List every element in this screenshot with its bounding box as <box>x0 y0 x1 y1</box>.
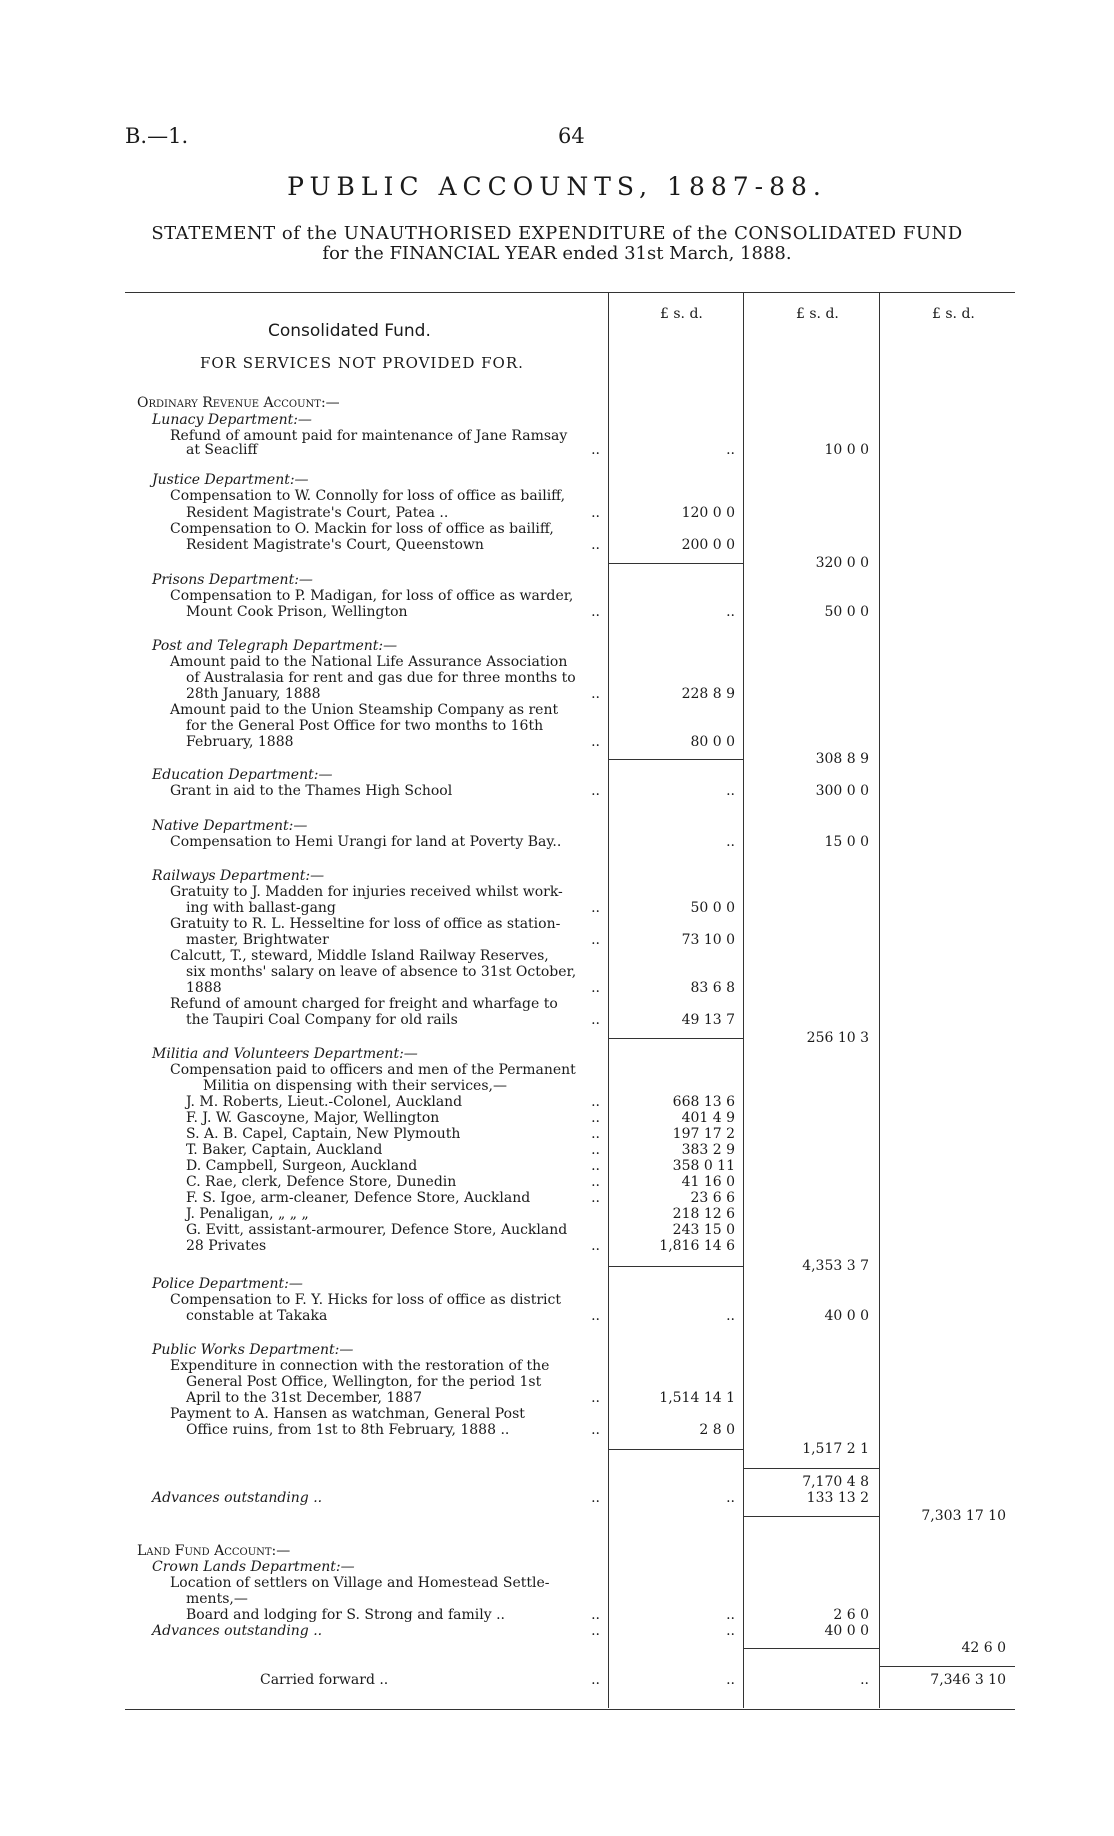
ledger-row-label: February, 1888 <box>186 734 294 750</box>
amount-c1: .. <box>726 834 735 850</box>
ledger-row <box>0 884 1114 901</box>
ledger-row <box>0 472 1114 489</box>
ledger-row-label: Gratuity to R. L. Hesseltine for loss of office as station- <box>170 916 561 932</box>
ledger-row-label: Grant in aid to the Thames High School <box>170 783 453 799</box>
ledger-row <box>0 654 1114 671</box>
ledger-row <box>0 767 1114 784</box>
amount-c1: 383 2 9 <box>681 1142 735 1158</box>
amount-c1: 228 8 9 <box>681 686 735 702</box>
ledger-row <box>0 1308 1114 1325</box>
ledger-row-label: General Post Office, Wellington, for the period 1st <box>186 1374 542 1390</box>
ledger-row <box>0 572 1114 589</box>
amount-c1: 73 10 0 <box>681 932 735 948</box>
ledger-row <box>0 1374 1114 1391</box>
leader-dots: .. <box>591 1490 600 1506</box>
ledger-row <box>0 505 1114 522</box>
ledger-row-label: Refund of amount charged for freight and wharfage to <box>170 996 558 1012</box>
amount-c1: 668 13 6 <box>672 1094 735 1110</box>
ledger-row <box>0 1640 1114 1657</box>
ledger-row-label: F. S. Igoe, arm-cleaner, Defence Store, Auckland <box>186 1190 531 1206</box>
ledger-row <box>0 1292 1114 1309</box>
amount-c2: 1,517 2 1 <box>802 1441 869 1457</box>
leader-dots: .. <box>591 1623 600 1639</box>
ledger-row-label: Lunacy Department:— <box>152 412 312 428</box>
ledger-row-label: constable at Takaka <box>186 1308 328 1324</box>
amount-c2: 40 0 0 <box>824 1308 869 1324</box>
section-title: Consolidated Fund. <box>268 321 431 341</box>
ledger-row-label: Resident Magistrate's Court, Patea .. <box>186 505 449 521</box>
amount-c2: 320 0 0 <box>815 555 869 571</box>
ledger-row-label: Carried forward .. <box>260 1672 389 1688</box>
amount-c2: 2 6 0 <box>833 1607 869 1623</box>
amount-c3: 42 6 0 <box>961 1640 1006 1656</box>
ledger-row-label: Crown Lands Department:— <box>152 1559 355 1575</box>
subtotal-rule <box>879 1666 1015 1667</box>
leader-dots: .. <box>591 980 600 996</box>
ledger-row <box>0 1222 1114 1239</box>
ledger-row-label: Ordinary Revenue Account:— <box>137 395 340 411</box>
ledger-row <box>0 1190 1114 1207</box>
leader-dots: .. <box>591 686 600 702</box>
amount-c1: 218 12 6 <box>672 1206 735 1222</box>
ledger-row <box>0 1390 1114 1407</box>
ledger-row-label: at Seacliff <box>186 442 258 458</box>
amount-c1: .. <box>726 1607 735 1623</box>
ledger-row-label: Refund of amount paid for maintenance of Jane Ramsay <box>170 428 568 444</box>
ledger-row <box>0 686 1114 703</box>
ledger-row <box>0 604 1114 621</box>
ledger-row-label: Compensation to O. Mackin for loss of office as bailiff, <box>170 521 554 537</box>
ledger-row-label: S. A. B. Capel, Captain, New Plymouth <box>186 1126 461 1142</box>
leader-dots: .. <box>591 537 600 553</box>
ledger-row <box>0 1206 1114 1223</box>
ledger-row <box>0 1623 1114 1640</box>
ledger-row <box>0 718 1114 735</box>
ledger-row <box>0 1158 1114 1175</box>
ledger-row <box>0 751 1114 768</box>
ledger-row <box>0 395 1114 412</box>
ledger-row-label: master, Brightwater <box>186 932 329 948</box>
amount-c2: 10 0 0 <box>824 442 869 458</box>
ledger-row <box>0 1441 1114 1458</box>
ledger-row <box>0 1094 1114 1111</box>
ledger-row-label: Amount paid to the National Life Assurance Association <box>170 654 568 670</box>
ledger-row <box>0 412 1114 429</box>
ledger-row <box>0 1238 1114 1255</box>
leader-dots: .. <box>591 505 600 521</box>
ledger-row-label: April to the 31st December, 1887 <box>186 1390 422 1406</box>
ledger-row <box>0 1012 1114 1029</box>
ledger-row <box>0 1474 1114 1491</box>
amount-c2: .. <box>860 1672 869 1688</box>
ledger-row <box>0 932 1114 949</box>
ledger-row-label: Railways Department:— <box>152 868 325 884</box>
ledger-row-label: Resident Magistrate's Court, Queenstown <box>186 537 484 553</box>
ledger-row-label: C. Rae, clerk, Defence Store, Dunedin <box>186 1174 457 1190</box>
amount-c1: .. <box>726 1308 735 1324</box>
statement-subtitle-line1: STATEMENT of the UNAUTHORISED EXPENDITURE of the CONSOLIDATED FUND <box>151 223 963 244</box>
amount-c1: .. <box>726 1490 735 1506</box>
ledger-row-label: D. Campbell, Surgeon, Auckland <box>186 1158 418 1174</box>
leader-dots: .. <box>591 1094 600 1110</box>
amount-c1: 80 0 0 <box>690 734 735 750</box>
leader-dots: .. <box>591 1110 600 1126</box>
ledger-row <box>0 916 1114 933</box>
amount-c1: 1,514 14 1 <box>659 1390 735 1406</box>
ledger-row <box>0 964 1114 981</box>
leader-dots: .. <box>591 1672 600 1688</box>
document-reference: B.—1. <box>125 124 189 148</box>
ledger-row <box>0 1062 1114 1079</box>
ledger-row <box>0 1508 1114 1525</box>
ledger-row-label: Public Works Department:— <box>152 1342 354 1358</box>
ledger-row-label: Native Department:— <box>152 818 308 834</box>
ledger-row <box>0 1078 1114 1095</box>
ledger-row <box>0 442 1114 459</box>
ledger-row-label: Compensation to Hemi Urangi for land at Poverty Bay.. <box>170 834 562 850</box>
amount-c1: 83 6 8 <box>690 980 735 996</box>
ledger-row-label: ments,— <box>186 1591 248 1607</box>
leader-dots: .. <box>591 900 600 916</box>
amount-c1: 401 4 9 <box>681 1110 735 1126</box>
leader-dots: .. <box>591 1607 600 1623</box>
ledger-row <box>0 1258 1114 1275</box>
ledger-row <box>0 996 1114 1013</box>
amount-c1: .. <box>726 604 735 620</box>
page-title: PUBLIC ACCOUNTS, 1887-88. <box>287 172 827 201</box>
ledger-row <box>0 1672 1114 1689</box>
leader-dots: .. <box>591 1142 600 1158</box>
ledger-row <box>0 702 1114 719</box>
leader-dots: .. <box>591 1126 600 1142</box>
ledger-row <box>0 948 1114 965</box>
amount-c2: 50 0 0 <box>824 604 869 620</box>
column-head-2: £ s. d. <box>796 306 839 322</box>
leader-dots: .. <box>591 1174 600 1190</box>
ledger-row <box>0 521 1114 538</box>
amount-c1: .. <box>726 783 735 799</box>
ledger-row-label: 1888 <box>186 980 222 996</box>
ledger-row-label: Post and Telegraph Department:— <box>152 638 398 654</box>
ledger-row <box>0 1575 1114 1592</box>
leader-dots: .. <box>591 1390 600 1406</box>
ledger-row-label: Militia on dispensing with their services,— <box>203 1078 507 1094</box>
ledger-row-label: Location of settlers on Village and Homestead Settle- <box>170 1575 550 1591</box>
amount-c1: 41 16 0 <box>681 1174 735 1190</box>
ledger-row <box>0 834 1114 851</box>
ledger-row-label: Office ruins, from 1st to 8th February, 1888 .. <box>186 1422 510 1438</box>
leader-dots: .. <box>591 1190 600 1206</box>
ledger-row <box>0 1543 1114 1560</box>
statement-subtitle-line2: for the FINANCIAL YEAR ended 31st March, 1888. <box>322 243 792 264</box>
ledger-row <box>0 638 1114 655</box>
amount-c1: 50 0 0 <box>690 900 735 916</box>
ledger-row <box>0 670 1114 687</box>
amount-c1: 200 0 0 <box>681 537 735 553</box>
ledger-row <box>0 555 1114 572</box>
ledger-row-label: Police Department:— <box>152 1276 303 1292</box>
ledger-row <box>0 1358 1114 1375</box>
ledger-row-label: J. M. Roberts, Lieut.-Colonel, Auckland <box>186 1094 463 1110</box>
ledger-row-label: Board and lodging for S. Strong and family .. <box>186 1607 505 1623</box>
amount-c1: .. <box>726 442 735 458</box>
amount-c3: 7,346 3 10 <box>930 1672 1006 1688</box>
ledger-row <box>0 488 1114 505</box>
ledger-row <box>0 1607 1114 1624</box>
ledger-row-label: for the General Post Office for two months to 16th <box>186 718 544 734</box>
ledger-row <box>0 1110 1114 1127</box>
ledger-row-label: of Australasia for rent and gas due for three months to <box>186 670 576 686</box>
leader-dots: .. <box>591 604 600 620</box>
ledger-row <box>0 1342 1114 1359</box>
ledger-row <box>0 1276 1114 1293</box>
ledger-row-label: Payment to A. Hansen as watchman, General Post <box>170 1406 525 1422</box>
amount-c1: 243 15 0 <box>672 1222 735 1238</box>
ledger-row-label: the Taupiri Coal Company for old rails <box>186 1012 458 1028</box>
leader-dots: .. <box>591 783 600 799</box>
ledger-row <box>0 1142 1114 1159</box>
ledger-row-label: Compensation to F. Y. Hicks for loss of office as district <box>170 1292 561 1308</box>
amount-c1: 23 6 6 <box>690 1190 735 1206</box>
ledger-row <box>0 1046 1114 1063</box>
leader-dots: .. <box>591 734 600 750</box>
ledger-row <box>0 1422 1114 1439</box>
ledger-row-label: Land Fund Account:— <box>137 1543 291 1559</box>
amount-c1: 1,816 14 6 <box>659 1238 735 1254</box>
ledger-row <box>0 980 1114 997</box>
ledger-row-label: Amount paid to the Union Steamship Company as rent <box>170 702 559 718</box>
ledger-row-label: 28th January, 1888 <box>186 686 321 702</box>
ledger-row <box>0 588 1114 605</box>
ledger-row-label: Expenditure in connection with the restoration of the <box>170 1358 550 1374</box>
ledger-row <box>0 900 1114 917</box>
ledger-row-label: Compensation to W. Connolly for loss of office as bailiff, <box>170 488 566 504</box>
amount-c2: 4,353 3 7 <box>802 1258 869 1274</box>
ledger-row-label: Calcutt, T., steward, Middle Island Railway Reserves, <box>170 948 549 964</box>
ledger-row-label: six months' salary on leave of absence to 31st October, <box>186 964 577 980</box>
amount-c2: 15 0 0 <box>824 834 869 850</box>
ledger-row <box>0 1126 1114 1143</box>
subtotal-rule <box>743 1468 879 1469</box>
amount-c2: 300 0 0 <box>815 783 869 799</box>
ledger-row-label: ing with ballast-gang <box>186 900 336 916</box>
ledger-row <box>0 1174 1114 1191</box>
amount-c2: 40 0 0 <box>824 1623 869 1639</box>
ledger-row-label: Justice Department:— <box>152 472 309 488</box>
ledger-row <box>0 868 1114 885</box>
amount-c2: 7,170 4 8 <box>802 1474 869 1490</box>
ledger-row-label: 28 Privates <box>186 1238 267 1254</box>
ledger-row <box>0 1030 1114 1047</box>
amount-c2: 308 8 9 <box>815 751 869 767</box>
leader-dots: .. <box>591 1422 600 1438</box>
leader-dots: .. <box>591 1158 600 1174</box>
amount-c1: 120 0 0 <box>681 505 735 521</box>
leader-dots: .. <box>591 1238 600 1254</box>
ledger-row-label: Education Department:— <box>152 767 333 783</box>
ledger-row-label: Militia and Volunteers Department:— <box>152 1046 418 1062</box>
ledger-row-label: Advances outstanding .. <box>152 1623 323 1639</box>
ledger-row <box>0 1559 1114 1576</box>
amount-c1: .. <box>726 1672 735 1688</box>
amount-c1: 2 8 0 <box>699 1422 735 1438</box>
ledger-row-label: Gratuity to J. Madden for injuries received whilst work- <box>170 884 563 900</box>
ledger-row <box>0 1406 1114 1423</box>
ledger-row-label: Compensation paid to officers and men of the Permanent <box>170 1062 576 1078</box>
ledger-row-label: G. Evitt, assistant-armourer, Defence Store, Auckland <box>186 1222 568 1238</box>
ledger-row <box>0 537 1114 554</box>
ledger-row-label: Mount Cook Prison, Wellington <box>186 604 408 620</box>
ledger-row-label: T. Baker, Captain, Auckland <box>186 1142 383 1158</box>
leader-dots: .. <box>591 1308 600 1324</box>
ledger-row-label: Compensation to P. Madigan, for loss of office as warder, <box>170 588 574 604</box>
ledger-row <box>0 734 1114 751</box>
ledger-row-label: Advances outstanding .. <box>152 1490 323 1506</box>
leader-dots: .. <box>591 932 600 948</box>
leader-dots: .. <box>591 1012 600 1028</box>
amount-c2: 256 10 3 <box>806 1030 869 1046</box>
ledger-row <box>0 783 1114 800</box>
column-head-3: £ s. d. <box>932 306 975 322</box>
ledger-row-label: Prisons Department:— <box>152 572 313 588</box>
amount-c1: 49 13 7 <box>681 1012 735 1028</box>
amount-c1: .. <box>726 1623 735 1639</box>
amount-c3: 7,303 17 10 <box>921 1508 1006 1524</box>
amount-c1: 197 17 2 <box>672 1126 735 1142</box>
amount-c1: 358 0 11 <box>672 1158 735 1174</box>
page-number: 64 <box>558 124 585 148</box>
ledger-row <box>0 1490 1114 1507</box>
leader-dots: .. <box>591 442 600 458</box>
ledger-row <box>0 1591 1114 1608</box>
ledger-row-label: F. J. W. Gascoyne, Major, Wellington <box>186 1110 440 1126</box>
ledger-row <box>0 818 1114 835</box>
section-subtitle: FOR SERVICES NOT PROVIDED FOR. <box>200 354 524 372</box>
column-head-1: £ s. d. <box>660 306 703 322</box>
ledger-row-label: J. Penaligan, „ „ „ <box>186 1206 309 1222</box>
amount-c2: 133 13 2 <box>806 1490 869 1506</box>
